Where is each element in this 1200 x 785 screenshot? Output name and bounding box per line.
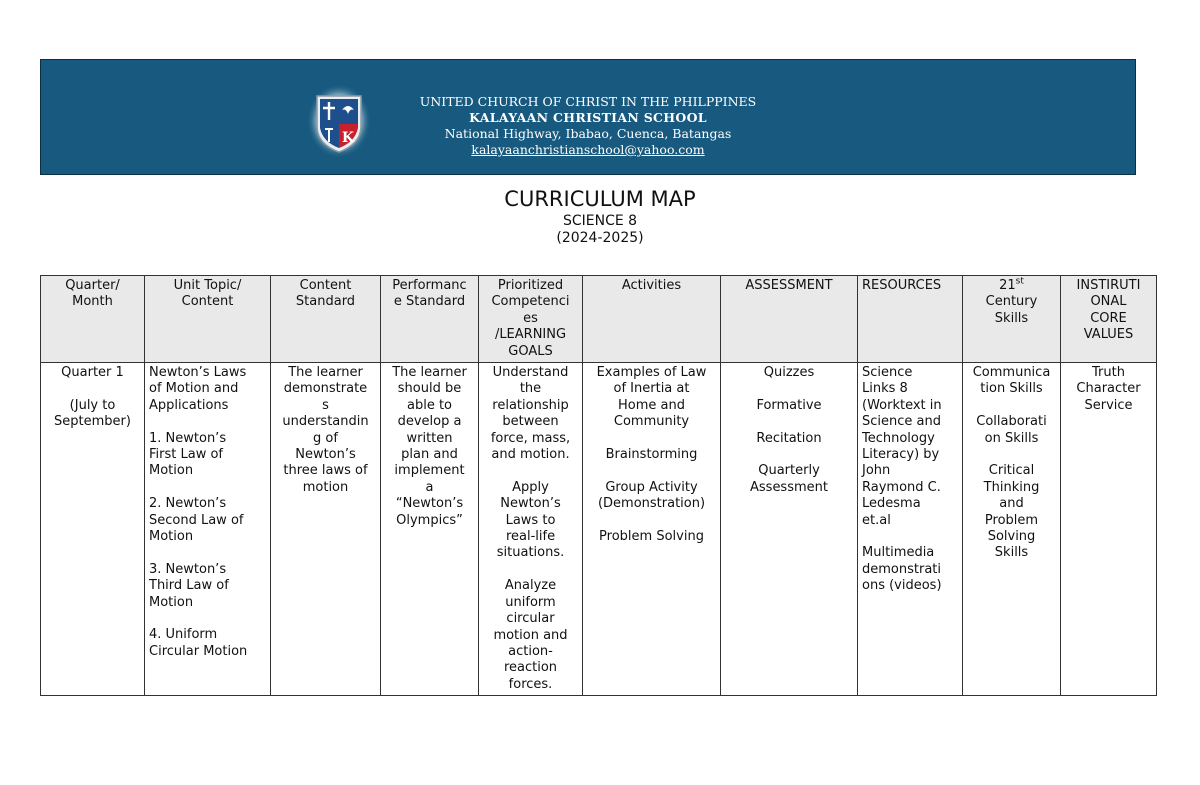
- text-line: demonstrati: [862, 561, 941, 577]
- school-name: KALAYAAN CHRISTIAN SCHOOL: [469, 110, 707, 125]
- header-row: [41, 276, 1157, 363]
- text-line: The learner: [288, 365, 363, 381]
- text-line: action-: [508, 643, 553, 659]
- header-banner: [40, 59, 1136, 175]
- text-line: real-life: [505, 529, 556, 545]
- cell-activities: [583, 363, 721, 696]
- blank-line: [149, 480, 266, 496]
- text-line: Community: [613, 414, 690, 430]
- text-line: Quarterly: [758, 463, 820, 479]
- document-title: CURRICULUM MAP: [504, 187, 696, 211]
- text-line: Performanc: [392, 278, 467, 293]
- cell-lines: [275, 365, 376, 496]
- text-line: force, mass,: [490, 430, 571, 446]
- text-line: Science and: [862, 414, 941, 430]
- text-line: Laws to: [505, 512, 556, 528]
- text-line: INSTIRUTI: [1076, 278, 1141, 293]
- blank-line: [725, 381, 853, 397]
- text-line: Problem: [984, 512, 1039, 528]
- header-competencies: [479, 276, 583, 363]
- text-line: motion and: [493, 627, 568, 643]
- text-line: Unit Topic/: [173, 278, 242, 293]
- text-line: Content: [181, 294, 234, 310]
- text-line: Multimedia: [862, 545, 935, 561]
- text-line: should be: [397, 381, 462, 397]
- cell-lines: [725, 365, 853, 496]
- school-email[interactable]: kalayaanchristianschool@yahoo.com: [471, 142, 705, 157]
- text-line: 2. Newton’s: [149, 496, 227, 512]
- text-line: a: [425, 479, 434, 495]
- text-line: tion Skills: [980, 381, 1043, 397]
- cell-unit-topic: [145, 363, 271, 696]
- text-line: three laws of: [283, 463, 368, 479]
- text-line: Character: [1076, 381, 1141, 397]
- text-line: Skills: [994, 310, 1029, 326]
- text-line: Quarter 1: [61, 365, 124, 381]
- text-line: forces.: [508, 676, 553, 692]
- text-line: able to: [406, 397, 452, 413]
- school-year: (2024-2025): [556, 230, 644, 246]
- text-line: Science: [862, 365, 913, 381]
- cell-lines: [45, 278, 140, 311]
- text-line: g of: [313, 430, 338, 446]
- text-line: Problem Solving: [599, 529, 704, 545]
- text-line: Second Law of: [149, 512, 244, 528]
- school-address: National Highway, Ibabao, Cuenca, Batangas: [444, 126, 732, 141]
- blank-line: [45, 381, 140, 397]
- header-performance-standard: [381, 276, 479, 363]
- blank-line: [725, 447, 853, 463]
- cell-lines: [967, 365, 1056, 562]
- blank-line: [587, 513, 716, 529]
- text-line: implement: [394, 463, 465, 479]
- skills-suffix: st: [1015, 276, 1024, 287]
- text-line: 4. Uniform: [149, 627, 218, 643]
- text-line: Quizzes: [763, 365, 815, 381]
- text-line: 3. Newton’s: [149, 561, 227, 577]
- text-line: (Worktext in: [862, 397, 942, 413]
- curriculum-map-table: [40, 275, 1157, 696]
- text-line: John: [862, 463, 891, 479]
- text-line: Understand: [492, 365, 569, 381]
- cell-lines: [1065, 365, 1152, 414]
- text-line: e Standard: [393, 294, 466, 310]
- text-line: the: [519, 381, 542, 397]
- school-info: [41, 94, 1135, 158]
- text-line: /LEARNING: [494, 327, 567, 343]
- text-line: Brainstorming: [605, 447, 698, 463]
- text-line: Group Activity: [605, 479, 698, 495]
- text-line: Ledesma: [862, 496, 921, 512]
- text-line: First Law of: [149, 447, 223, 463]
- text-line: uniform: [505, 594, 556, 610]
- text-line: circular: [506, 611, 555, 627]
- text-line: VALUES: [1083, 327, 1134, 343]
- cell-lines: [1065, 278, 1152, 344]
- text-line: Communica: [972, 365, 1051, 381]
- cell-quarter: [41, 363, 145, 696]
- text-line: Motion: [149, 529, 194, 545]
- header-unit-topic: [145, 276, 271, 363]
- text-line: Technology: [862, 430, 935, 446]
- cell-resources: [858, 363, 963, 696]
- text-line: develop a: [397, 414, 462, 430]
- table-row: [41, 363, 1157, 696]
- cell-competencies: [479, 363, 583, 696]
- text-line: Collaborati: [976, 414, 1047, 430]
- cell-lines: [483, 365, 578, 693]
- text-line: situations.: [496, 545, 565, 561]
- skills-number: 21: [999, 278, 1016, 293]
- header-assessment: ASSESSMENT: [721, 276, 858, 363]
- text-line: motion: [302, 479, 349, 495]
- blank-line: [149, 611, 266, 627]
- cell-core-values: [1061, 363, 1157, 696]
- cell-content-standard: [271, 363, 381, 696]
- text-line: and motion.: [491, 447, 570, 463]
- cell-lines: [862, 365, 958, 595]
- text-line: Recitation: [756, 430, 822, 446]
- cell-lines: [385, 278, 474, 311]
- text-line: Circular Motion: [149, 643, 248, 659]
- text-line: (Demonstration): [597, 496, 706, 512]
- text-line: Applications: [149, 397, 229, 413]
- text-line: 1. Newton’s: [149, 430, 227, 446]
- text-line: The learner: [392, 365, 467, 381]
- text-line: (July to: [69, 397, 116, 413]
- subject-label: SCIENCE 8: [562, 213, 638, 229]
- text-line: Newton’s: [295, 447, 356, 463]
- text-line: GOALS: [508, 343, 553, 359]
- text-line: Newton’s: [500, 496, 561, 512]
- header-activities: Activities: [583, 276, 721, 363]
- text-line: Apply: [512, 479, 549, 495]
- header-resources: RESOURCES: [858, 276, 963, 363]
- blank-line: [149, 545, 266, 561]
- text-line: Skills: [994, 545, 1029, 561]
- text-line: understandin: [282, 414, 369, 430]
- header-content-standard: [271, 276, 381, 363]
- text-line: Solving: [987, 529, 1036, 545]
- logo-letter: K: [341, 130, 355, 146]
- text-line: Motion: [149, 463, 194, 479]
- cell-lines: [483, 278, 578, 360]
- text-line: of Inertia at: [613, 381, 690, 397]
- text-line: and: [999, 496, 1024, 512]
- text-line: Standard: [295, 294, 356, 310]
- text-line: et.al: [862, 512, 891, 528]
- cell-lines: [587, 365, 716, 545]
- text-line: Olympics”: [396, 512, 463, 528]
- text-line: Service: [1084, 397, 1133, 413]
- text-line: Content: [299, 278, 352, 293]
- text-line: Century: [985, 294, 1038, 310]
- blank-line: [149, 414, 266, 430]
- cell-lines: [149, 365, 266, 660]
- text-line: s: [322, 397, 329, 413]
- text-line: on Skills: [984, 430, 1039, 446]
- blank-line: [587, 431, 716, 447]
- text-line: Links 8: [862, 381, 908, 397]
- header-21st-century-skills: [963, 276, 1061, 363]
- text-line: between: [502, 414, 559, 430]
- text-line: ons (videos): [862, 578, 942, 594]
- blank-line: [483, 562, 578, 578]
- text-line: ONAL: [1090, 294, 1127, 310]
- blank-line: [967, 447, 1056, 463]
- text-line: Literacy) by: [862, 447, 940, 463]
- text-line: Raymond C.: [862, 479, 941, 495]
- blank-line: [725, 414, 853, 430]
- blank-line: [587, 463, 716, 479]
- text-line: Motion: [149, 594, 194, 610]
- text-line: “Newton’s: [395, 496, 464, 512]
- cell-lines: [275, 278, 376, 311]
- text-line: of Motion and: [149, 381, 239, 397]
- text-line: es: [523, 310, 538, 326]
- text-line: September): [54, 414, 131, 430]
- document-titles: [0, 186, 1200, 247]
- cell-21st-century-skills: [963, 363, 1061, 696]
- text-line: Home and: [618, 397, 685, 413]
- text-line: relationship: [492, 397, 569, 413]
- church-name: UNITED CHURCH OF CHRIST IN THE PHILPPINES: [419, 94, 757, 109]
- text-line: Competenci: [491, 294, 570, 310]
- header-core-values: [1061, 276, 1157, 363]
- text-line: Third Law of: [149, 578, 229, 594]
- text-line: demonstrate: [283, 381, 368, 397]
- header-quarter: [41, 276, 145, 363]
- text-line: CORE: [1090, 310, 1127, 326]
- cell-lines: [385, 365, 474, 529]
- text-line: Thinking: [983, 479, 1040, 495]
- blank-line: [967, 398, 1056, 414]
- text-line: Assessment: [750, 479, 828, 495]
- text-line: plan and: [401, 447, 458, 463]
- cell-lines: [967, 294, 1056, 327]
- text-line: Newton’s Laws: [149, 365, 247, 381]
- text-line: Analyze: [504, 578, 557, 594]
- text-line: Quarter/: [65, 278, 120, 293]
- cell-lines: [45, 365, 140, 431]
- text-line: Month: [72, 294, 113, 310]
- text-line: written: [406, 430, 453, 446]
- blank-line: [483, 463, 578, 479]
- text-line: Truth: [1092, 365, 1125, 381]
- text-line: Critical: [988, 463, 1035, 479]
- text-line: Examples of Law: [596, 365, 707, 381]
- text-line: Prioritized: [497, 278, 564, 293]
- cell-performance-standard: [381, 363, 479, 696]
- cell-lines: [149, 278, 266, 311]
- text-line: reaction: [503, 660, 558, 676]
- cell-assessment: [721, 363, 858, 696]
- text-line: Formative: [756, 397, 822, 413]
- blank-line: [862, 529, 958, 545]
